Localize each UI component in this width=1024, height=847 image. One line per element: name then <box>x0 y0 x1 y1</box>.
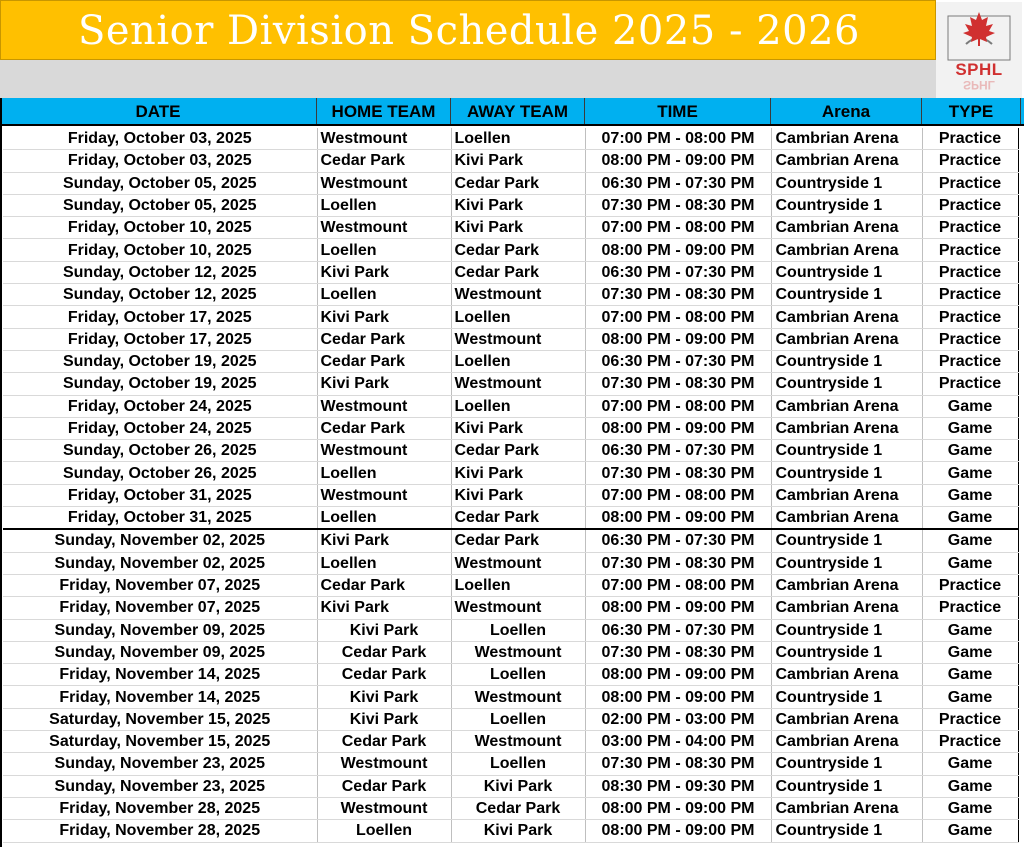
row-time: 06:30 PM - 07:30 PM <box>585 261 771 283</box>
row-away-team: Westmount <box>451 597 585 619</box>
row-time: 06:30 PM - 07:30 PM <box>585 172 771 194</box>
table-row <box>3 261 1018 283</box>
row-date: Friday, October 24, 2025 <box>3 395 317 417</box>
row-arena: Cambrian Arena <box>771 664 922 686</box>
table-row <box>3 440 1018 462</box>
row-away-team: Loellen <box>451 128 585 150</box>
row-home-team: Loellen <box>317 239 451 261</box>
row-time: 08:00 PM - 09:00 PM <box>585 797 771 819</box>
table-row <box>3 328 1018 350</box>
table-row <box>3 217 1018 239</box>
row-time: 08:00 PM - 09:00 PM <box>585 597 771 619</box>
row-away-team: Westmount <box>451 328 585 350</box>
table-row <box>3 664 1018 686</box>
row-type: Game <box>922 641 1018 663</box>
table-row <box>3 350 1018 372</box>
table-row <box>3 373 1018 395</box>
row-away-team: Loellen <box>451 350 585 372</box>
row-away-team: Cedar Park <box>451 440 585 462</box>
row-arena: Cambrian Arena <box>771 484 922 506</box>
table-row <box>3 574 1018 596</box>
row-type: Game <box>922 664 1018 686</box>
table-row <box>3 239 1018 261</box>
row-arena: Countryside 1 <box>771 194 922 216</box>
row-date: Friday, October 10, 2025 <box>3 239 317 261</box>
row-home-team: Kivi Park <box>317 708 451 730</box>
row-time: 07:00 PM - 08:00 PM <box>585 128 771 150</box>
schedule-table <box>3 128 1019 843</box>
table-row <box>3 417 1018 439</box>
row-away-team: Westmount <box>451 731 585 753</box>
row-home-team: Cedar Park <box>317 775 451 797</box>
row-time: 06:30 PM - 07:30 PM <box>585 350 771 372</box>
row-away-team: Westmount <box>451 373 585 395</box>
row-date: Saturday, November 15, 2025 <box>3 708 317 730</box>
table-row <box>3 507 1018 530</box>
table-row <box>3 686 1018 708</box>
row-away-team: Loellen <box>451 574 585 596</box>
row-home-team: Loellen <box>317 552 451 574</box>
row-home-team: Westmount <box>317 217 451 239</box>
row-arena: Countryside 1 <box>771 552 922 574</box>
row-arena: Cambrian Arena <box>771 150 922 172</box>
row-away-team: Cedar Park <box>451 797 585 819</box>
row-type: Game <box>922 462 1018 484</box>
row-away-team: Westmount <box>451 641 585 663</box>
row-type: Practice <box>922 350 1018 372</box>
row-arena: Countryside 1 <box>771 284 922 306</box>
header-type: TYPE <box>922 98 1021 124</box>
table-left-border <box>0 98 2 847</box>
row-away-team: Kivi Park <box>451 150 585 172</box>
row-arena: Countryside 1 <box>771 462 922 484</box>
row-home-team: Loellen <box>317 507 451 530</box>
table-row <box>3 194 1018 216</box>
table-row <box>3 708 1018 730</box>
row-type: Game <box>922 753 1018 775</box>
table-row <box>3 820 1018 842</box>
row-away-team: Kivi Park <box>451 775 585 797</box>
row-time: 06:30 PM - 07:30 PM <box>585 529 771 552</box>
row-arena: Countryside 1 <box>771 529 922 552</box>
row-arena: Countryside 1 <box>771 753 922 775</box>
row-away-team: Kivi Park <box>451 484 585 506</box>
row-type: Game <box>922 820 1018 842</box>
row-type: Practice <box>922 150 1018 172</box>
row-time: 08:00 PM - 09:00 PM <box>585 239 771 261</box>
row-arena: Cambrian Arena <box>771 395 922 417</box>
row-time: 08:00 PM - 09:00 PM <box>585 417 771 439</box>
row-type: Practice <box>922 217 1018 239</box>
title-banner <box>0 0 936 60</box>
row-arena: Cambrian Arena <box>771 328 922 350</box>
row-arena: Countryside 1 <box>771 775 922 797</box>
row-away-team: Loellen <box>451 708 585 730</box>
logo-reflection: SPHL <box>962 78 995 92</box>
schedule-body <box>3 128 1018 842</box>
table-row <box>3 797 1018 819</box>
row-type: Game <box>922 529 1018 552</box>
row-type: Practice <box>922 574 1018 596</box>
table-row <box>3 597 1018 619</box>
row-date: Friday, October 17, 2025 <box>3 306 317 328</box>
table-row <box>3 284 1018 306</box>
row-home-team: Westmount <box>317 395 451 417</box>
row-away-team: Cedar Park <box>451 529 585 552</box>
row-arena: Cambrian Arena <box>771 306 922 328</box>
row-date: Friday, October 17, 2025 <box>3 328 317 350</box>
row-home-team: Kivi Park <box>317 373 451 395</box>
row-type: Game <box>922 440 1018 462</box>
row-type: Game <box>922 686 1018 708</box>
row-arena: Countryside 1 <box>771 261 922 283</box>
row-away-team: Cedar Park <box>451 507 585 530</box>
row-date: Friday, November 07, 2025 <box>3 574 317 596</box>
header-home-team: HOME TEAM <box>317 98 451 124</box>
row-type: Practice <box>922 306 1018 328</box>
row-home-team: Kivi Park <box>317 261 451 283</box>
table-row <box>3 775 1018 797</box>
row-date: Friday, November 14, 2025 <box>3 664 317 686</box>
row-away-team: Kivi Park <box>451 217 585 239</box>
row-home-team: Cedar Park <box>317 150 451 172</box>
row-date: Sunday, October 19, 2025 <box>3 373 317 395</box>
row-home-team: Westmount <box>317 128 451 150</box>
row-arena: Cambrian Arena <box>771 797 922 819</box>
row-type: Practice <box>922 597 1018 619</box>
row-time: 08:00 PM - 09:00 PM <box>585 150 771 172</box>
row-home-team: Cedar Park <box>317 574 451 596</box>
row-time: 07:30 PM - 08:30 PM <box>585 552 771 574</box>
table-row <box>3 128 1018 150</box>
table-row <box>3 753 1018 775</box>
row-arena: Cambrian Arena <box>771 239 922 261</box>
row-type: Game <box>922 395 1018 417</box>
row-type: Practice <box>922 373 1018 395</box>
row-home-team: Westmount <box>317 797 451 819</box>
row-date: Sunday, November 02, 2025 <box>3 552 317 574</box>
maple-leaf-icon <box>936 2 1022 62</box>
row-date: Saturday, November 15, 2025 <box>3 731 317 753</box>
row-arena: Cambrian Arena <box>771 128 922 150</box>
row-time: 07:30 PM - 08:30 PM <box>585 194 771 216</box>
page-title: Senior Division Schedule 2025 - 2026 <box>77 8 860 54</box>
row-home-team: Westmount <box>317 753 451 775</box>
row-type: Game <box>922 797 1018 819</box>
table-row <box>3 306 1018 328</box>
row-arena: Cambrian Arena <box>771 708 922 730</box>
row-type: Practice <box>922 261 1018 283</box>
row-type: Game <box>922 552 1018 574</box>
row-time: 08:30 PM - 09:30 PM <box>585 775 771 797</box>
table-header <box>0 98 1024 126</box>
row-time: 03:00 PM - 04:00 PM <box>585 731 771 753</box>
row-away-team: Loellen <box>451 664 585 686</box>
row-date: Sunday, October 26, 2025 <box>3 462 317 484</box>
row-away-team: Westmount <box>451 686 585 708</box>
row-time: 08:00 PM - 09:00 PM <box>585 820 771 842</box>
table-row <box>3 731 1018 753</box>
table-row <box>3 619 1018 641</box>
row-date: Sunday, October 26, 2025 <box>3 440 317 462</box>
row-home-team: Westmount <box>317 440 451 462</box>
row-home-team: Westmount <box>317 484 451 506</box>
row-time: 07:30 PM - 08:30 PM <box>585 373 771 395</box>
row-home-team: Cedar Park <box>317 731 451 753</box>
row-type: Practice <box>922 708 1018 730</box>
row-arena: Cambrian Arena <box>771 217 922 239</box>
row-date: Sunday, October 12, 2025 <box>3 261 317 283</box>
row-away-team: Kivi Park <box>451 194 585 216</box>
row-date: Friday, November 28, 2025 <box>3 797 317 819</box>
row-home-team: Kivi Park <box>317 619 451 641</box>
row-home-team: Loellen <box>317 284 451 306</box>
row-time: 08:00 PM - 09:00 PM <box>585 664 771 686</box>
header-spacer-band <box>0 60 936 98</box>
row-time: 06:30 PM - 07:30 PM <box>585 619 771 641</box>
logo-text: SPHL <box>955 60 1003 79</box>
row-away-team: Westmount <box>451 284 585 306</box>
row-date: Friday, November 14, 2025 <box>3 686 317 708</box>
row-away-team: Cedar Park <box>451 261 585 283</box>
header-away-team: AWAY TEAM <box>451 98 585 124</box>
row-arena: Countryside 1 <box>771 641 922 663</box>
row-time: 07:00 PM - 08:00 PM <box>585 217 771 239</box>
row-type: Practice <box>922 128 1018 150</box>
row-time: 08:00 PM - 09:00 PM <box>585 686 771 708</box>
row-away-team: Cedar Park <box>451 239 585 261</box>
row-type: Practice <box>922 172 1018 194</box>
row-home-team: Kivi Park <box>317 686 451 708</box>
row-date: Sunday, October 05, 2025 <box>3 194 317 216</box>
row-home-team: Cedar Park <box>317 350 451 372</box>
table-row <box>3 462 1018 484</box>
row-away-team: Kivi Park <box>451 417 585 439</box>
row-away-team: Loellen <box>451 395 585 417</box>
row-type: Game <box>922 619 1018 641</box>
row-home-team: Kivi Park <box>317 306 451 328</box>
row-away-team: Loellen <box>451 753 585 775</box>
table-row <box>3 172 1018 194</box>
row-arena: Cambrian Arena <box>771 731 922 753</box>
row-date: Friday, October 31, 2025 <box>3 507 317 530</box>
row-time: 07:00 PM - 08:00 PM <box>585 395 771 417</box>
row-date: Sunday, November 02, 2025 <box>3 529 317 552</box>
row-date: Sunday, November 23, 2025 <box>3 753 317 775</box>
row-time: 07:30 PM - 08:30 PM <box>585 284 771 306</box>
table-row <box>3 641 1018 663</box>
row-date: Friday, November 28, 2025 <box>3 820 317 842</box>
row-type: Practice <box>922 284 1018 306</box>
row-date: Friday, October 31, 2025 <box>3 484 317 506</box>
row-type: Practice <box>922 731 1018 753</box>
row-home-team: Loellen <box>317 462 451 484</box>
row-arena: Cambrian Arena <box>771 417 922 439</box>
row-date: Sunday, October 05, 2025 <box>3 172 317 194</box>
row-home-team: Loellen <box>317 820 451 842</box>
row-arena: Countryside 1 <box>771 373 922 395</box>
header-arena: Arena <box>771 98 922 124</box>
row-date: Friday, November 07, 2025 <box>3 597 317 619</box>
row-home-team: Cedar Park <box>317 328 451 350</box>
row-arena: Countryside 1 <box>771 619 922 641</box>
row-time: 02:00 PM - 03:00 PM <box>585 708 771 730</box>
row-arena: Cambrian Arena <box>771 574 922 596</box>
table-row <box>3 150 1018 172</box>
row-arena: Countryside 1 <box>771 350 922 372</box>
row-away-team: Cedar Park <box>451 172 585 194</box>
header-time: TIME <box>585 98 771 124</box>
table-row <box>3 552 1018 574</box>
row-time: 06:30 PM - 07:30 PM <box>585 440 771 462</box>
row-away-team: Westmount <box>451 552 585 574</box>
row-date: Friday, October 10, 2025 <box>3 217 317 239</box>
row-time: 08:00 PM - 09:00 PM <box>585 328 771 350</box>
row-type: Practice <box>922 194 1018 216</box>
row-away-team: Kivi Park <box>451 462 585 484</box>
row-date: Sunday, October 12, 2025 <box>3 284 317 306</box>
row-home-team: Westmount <box>317 172 451 194</box>
row-home-team: Cedar Park <box>317 664 451 686</box>
row-arena: Countryside 1 <box>771 686 922 708</box>
row-type: Game <box>922 507 1018 530</box>
row-time: 08:00 PM - 09:00 PM <box>585 507 771 530</box>
row-time: 07:30 PM - 08:30 PM <box>585 753 771 775</box>
row-type: Practice <box>922 328 1018 350</box>
league-logo <box>936 2 1022 98</box>
row-time: 07:00 PM - 08:00 PM <box>585 484 771 506</box>
row-arena: Countryside 1 <box>771 820 922 842</box>
row-date: Friday, October 03, 2025 <box>3 150 317 172</box>
row-home-team: Kivi Park <box>317 529 451 552</box>
row-home-team: Cedar Park <box>317 641 451 663</box>
row-time: 07:30 PM - 08:30 PM <box>585 641 771 663</box>
row-arena: Countryside 1 <box>771 172 922 194</box>
row-time: 07:00 PM - 08:00 PM <box>585 574 771 596</box>
row-home-team: Kivi Park <box>317 597 451 619</box>
table-row <box>3 395 1018 417</box>
row-type: Game <box>922 417 1018 439</box>
row-date: Friday, October 03, 2025 <box>3 128 317 150</box>
header-date: DATE <box>0 98 317 124</box>
row-home-team: Loellen <box>317 194 451 216</box>
row-time: 07:30 PM - 08:30 PM <box>585 462 771 484</box>
table-row <box>3 529 1018 552</box>
row-home-team: Cedar Park <box>317 417 451 439</box>
row-date: Sunday, November 09, 2025 <box>3 641 317 663</box>
row-away-team: Kivi Park <box>451 820 585 842</box>
row-arena: Cambrian Arena <box>771 597 922 619</box>
row-date: Sunday, November 23, 2025 <box>3 775 317 797</box>
row-date: Sunday, October 19, 2025 <box>3 350 317 372</box>
row-type: Game <box>922 775 1018 797</box>
row-away-team: Loellen <box>451 619 585 641</box>
row-arena: Countryside 1 <box>771 440 922 462</box>
row-type: Game <box>922 484 1018 506</box>
row-date: Sunday, November 09, 2025 <box>3 619 317 641</box>
row-arena: Cambrian Arena <box>771 507 922 530</box>
table-row <box>3 484 1018 506</box>
row-type: Practice <box>922 239 1018 261</box>
row-away-team: Loellen <box>451 306 585 328</box>
row-time: 07:00 PM - 08:00 PM <box>585 306 771 328</box>
row-date: Friday, October 24, 2025 <box>3 417 317 439</box>
